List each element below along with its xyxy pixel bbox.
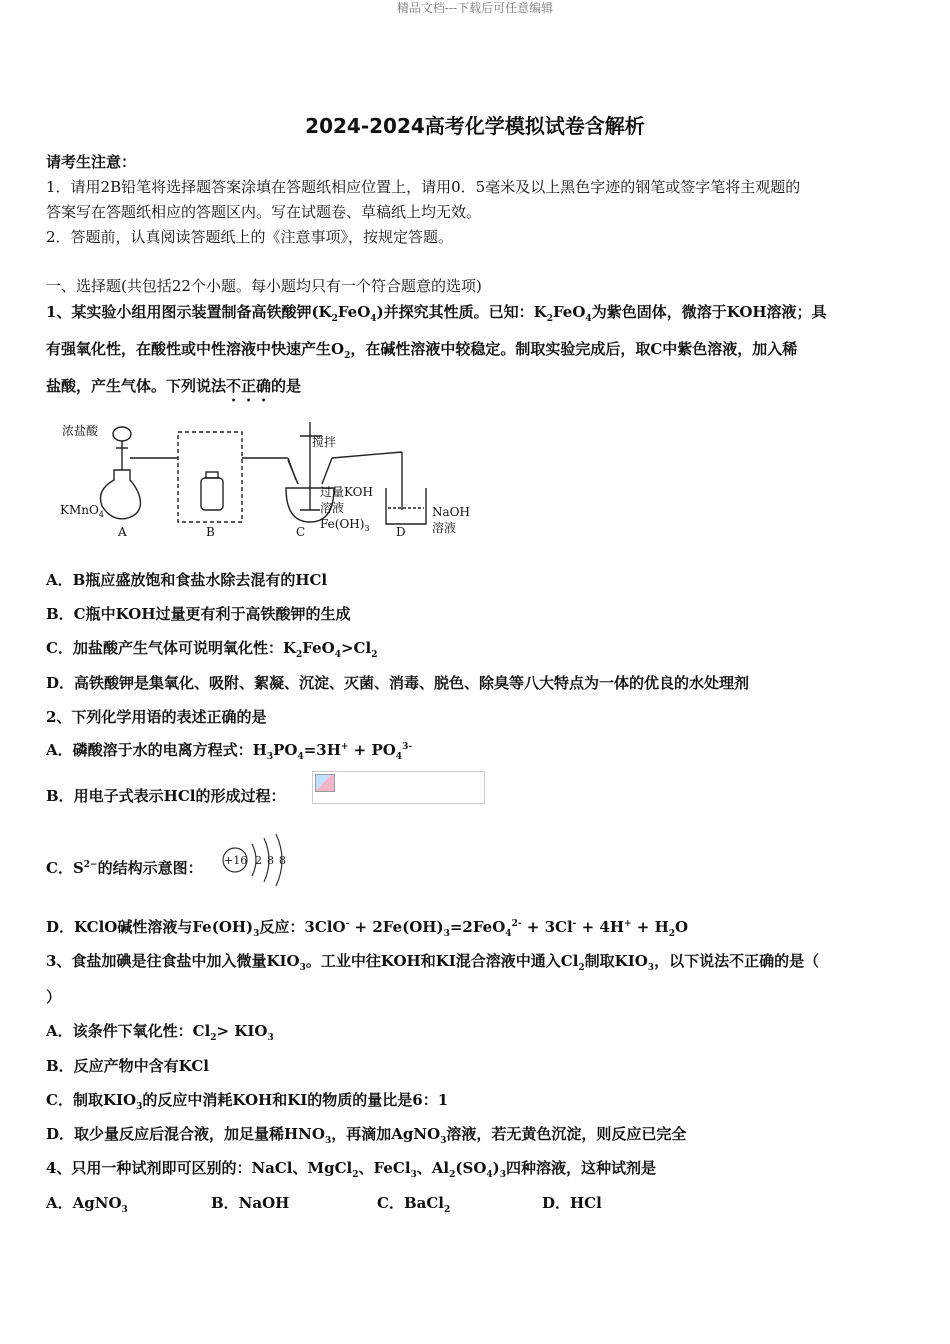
apparatus-figure [56, 418, 476, 542]
atom-nucleus: +16 [224, 854, 248, 867]
notice-item-2: 2．答题前，认真阅读答题纸上的《注意事项》，按规定答题。 [46, 228, 454, 246]
notice-item-1b: 答案写在答题纸相应的答题区内。写在试题卷、草稿纸上均无效。 [46, 203, 482, 221]
label-feoh3: $Fe(OH)_3$ [320, 517, 370, 533]
q3-option-c: C．制取$KIO_3$的反应中消耗KOH和KI的物质的量比是6：1 [46, 1091, 449, 1112]
q3-option-b: B．反应产物中含有KCl [46, 1057, 209, 1075]
label-d: D [396, 525, 406, 539]
label-naoh-solution: 溶液 [432, 521, 457, 535]
q1-stem-line3: 盐酸，产生气体。下列说法不正确的是 [46, 377, 302, 395]
broken-image-icon [315, 774, 335, 792]
q3-option-a: A．该条件下氧化性：$Cl_2> KIO_3$ [46, 1022, 274, 1043]
label-stir: 搅拌 [312, 435, 337, 449]
page-header: 精品文档---下载后可任意编辑 [396, 1, 554, 15]
label-naoh: NaOH [432, 505, 470, 519]
section-heading: 一、选择题(共包括22个小题。每小题均只有一个符合题意的选项) [46, 277, 482, 295]
q1-option-a: A．B瓶应盛放饱和食盐水除去混有的HCl [46, 571, 328, 589]
notice-item-1a: 1．请用2B铅笔将选择题答案涂填在答题纸相应位置上，请用0．5毫米及以上黑色字迹的钢笔或签字笔将主观题的 [46, 178, 801, 196]
q4-option-b: B．NaOH [211, 1194, 290, 1212]
q1-option-d: D．高铁酸钾是集氧化、吸附、絮凝、沉淀、灭菌、消毒、脱色、除臭等八大特点为一体的优良的水处理剂 [46, 674, 750, 692]
label-c: C [296, 525, 306, 539]
q1-stem-line1: 1、某实验小组用图示装置制备高铁酸钾$(K_2FeO_4)$并探究其性质。已知：$K_2FeO_4$为紫色固体，微溶于KOH溶液；具 [46, 303, 827, 324]
atom-shell-1: 2 [255, 854, 262, 867]
label-conc-hcl: 浓盐酸 [62, 424, 99, 438]
q3-stem: 3、食盐加碘是往食盐中加入微量$KIO_3$。工业中往KOH和KI混合溶液中通入$Cl_2$制取$KIO_3$，以下说法不正确的是（ [46, 952, 820, 973]
atom-shell-3: 8 [279, 854, 286, 867]
q1-option-b: B．C瓶中KOH过量更有利于高铁酸钾的生成 [46, 605, 351, 623]
atom-shell-2: 8 [267, 854, 274, 867]
label-excess-koh: 过量KOH [320, 485, 373, 499]
label-b: B [206, 525, 215, 539]
q1-stem-line2: 有强氧化性，在酸性或中性溶液中快速产生$O_2$，在碱性溶液中较稳定。制取实验完成后，取C中紫色溶液，加入稀 [46, 340, 798, 361]
q4-stem: 4、只用一种试剂即可区别的：NaCl、MgCl$_2$、FeCl$_3$、$Al_2(SO_4)_3$四种溶液，这种试剂是 [46, 1159, 657, 1180]
q4-option-a: A．AgNO$_3$ [46, 1194, 128, 1215]
page-title: 2024-2024高考化学模拟试卷含解析 [305, 114, 645, 138]
q4-option-d: D．HCl [542, 1194, 602, 1212]
q2-stem: 2、下列化学用语的表述正确的是 [46, 708, 267, 726]
q2-option-c: C．$S^{2-}$的结构示意图： [46, 859, 203, 877]
q2-option-d: D．KClO碱性溶液与$Fe(OH)_3$反应：$3ClO^- + 2Fe(OH)_3=2FeO_4^{2-} + 3Cl^- + 4H^+ + H_2O$ [46, 918, 689, 939]
q1-option-c: C．加盐酸产生气体可说明氧化性：$K_2FeO_4>Cl_2$ [46, 639, 378, 660]
atom-structure-diagram [220, 830, 296, 890]
q2-option-b: B．用电子式表示HCl的形成过程： [46, 787, 286, 805]
broken-image-placeholder [312, 771, 485, 804]
q4-option-c: C．BaCl$_2$ [377, 1194, 451, 1215]
q3-option-d: D．取少量反应后混合液，加足量稀$HNO_3$，再滴加AgNO$_3$溶液，若无黄色沉淀，则反应已完全 [46, 1125, 687, 1146]
q3-stem-end: ） [46, 988, 62, 1006]
label-kmno4: KMnO$_4$ [60, 503, 104, 519]
label-solution: 溶液 [320, 501, 345, 515]
notice-heading: 请考生注意： [46, 153, 137, 171]
label-a: A [118, 525, 127, 539]
q2-option-a: A．磷酸溶于水的电离方程式：$H_3PO_4=3H^+ + PO_4^{3-}$ [46, 741, 413, 762]
